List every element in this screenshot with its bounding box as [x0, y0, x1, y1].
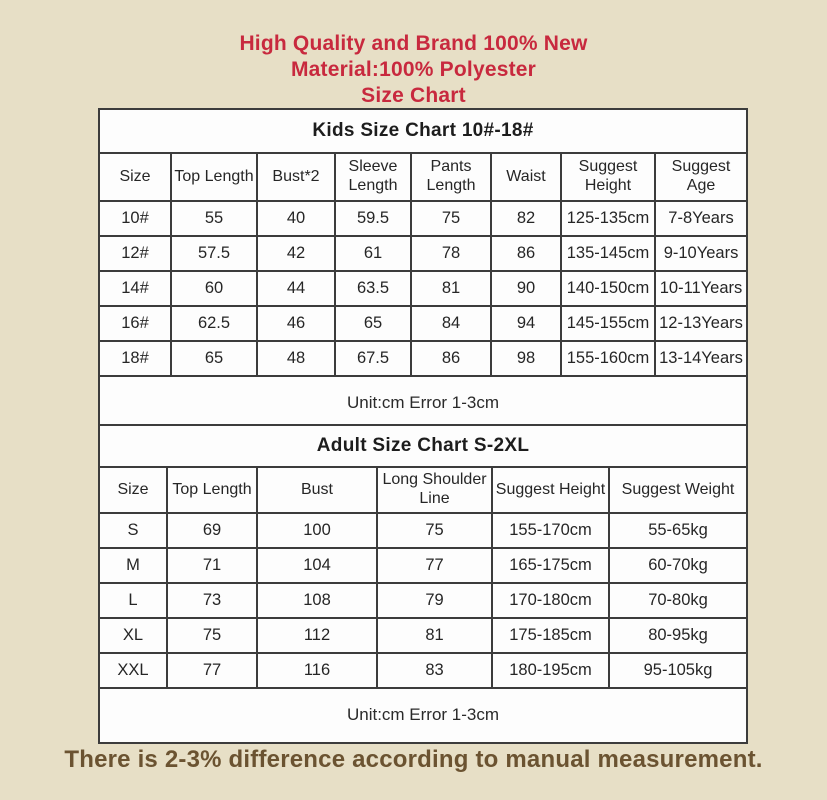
- cell-sleeve-length: 63.5: [335, 271, 411, 306]
- cell-suggest-age: 12-13Years: [655, 306, 747, 341]
- cell-waist: 86: [491, 236, 561, 271]
- kids-unit-note: Unit:cm Error 1-3cm: [99, 376, 747, 431]
- cell-pants-length: 78: [411, 236, 491, 271]
- cell-waist: 98: [491, 341, 561, 376]
- cell-pants-length: 75: [411, 201, 491, 236]
- cell-suggest-weight: 95-105kg: [609, 653, 747, 688]
- cell-suggest-height: 175-185cm: [492, 618, 609, 653]
- cell-long-shoulder-line: 77: [377, 548, 492, 583]
- column-header-suggest-height: Suggest Height: [492, 467, 609, 513]
- kids-table-header-row: [99, 153, 747, 201]
- column-header-suggest-weight: Suggest Weight: [609, 467, 747, 513]
- cell-bust: 112: [257, 618, 377, 653]
- cell-bust2: 48: [257, 341, 335, 376]
- column-header-size: Size: [99, 153, 171, 201]
- cell-suggest-height: 145-155cm: [561, 306, 655, 341]
- cell-suggest-age: 7-8Years: [655, 201, 747, 236]
- cell-size: S: [99, 513, 167, 548]
- cell-waist: 82: [491, 201, 561, 236]
- cell-bust: 108: [257, 583, 377, 618]
- column-header-long-shoulder-line: Long Shoulder Line: [377, 467, 492, 513]
- cell-suggest-height: 125-135cm: [561, 201, 655, 236]
- cell-sleeve-length: 67.5: [335, 341, 411, 376]
- cell-suggest-age: 13-14Years: [655, 341, 747, 376]
- cell-bust: 104: [257, 548, 377, 583]
- cell-suggest-weight: 70-80kg: [609, 583, 747, 618]
- cell-pants-length: 86: [411, 341, 491, 376]
- adult-table-header-row: [99, 467, 747, 513]
- adult-row-m: [99, 548, 747, 583]
- cell-top-length: 71: [167, 548, 257, 583]
- cell-suggest-height: 140-150cm: [561, 271, 655, 306]
- adult-table-title: Adult Size Chart S-2XL: [99, 425, 747, 467]
- kids-table-title-row: [99, 109, 747, 153]
- cell-suggest-height: 170-180cm: [492, 583, 609, 618]
- cell-top-length: 69: [167, 513, 257, 548]
- cell-bust2: 44: [257, 271, 335, 306]
- cell-sleeve-length: 61: [335, 236, 411, 271]
- cell-suggest-weight: 55-65kg: [609, 513, 747, 548]
- column-header-top-length: Top Length: [167, 467, 257, 513]
- kids-row-18: [99, 341, 747, 376]
- cell-sleeve-length: 59.5: [335, 201, 411, 236]
- adult-row-xxl: [99, 653, 747, 688]
- cell-long-shoulder-line: 81: [377, 618, 492, 653]
- adult-size-table: [98, 424, 748, 744]
- promo-header: [0, 31, 827, 109]
- cell-size: 18#: [99, 341, 171, 376]
- cell-bust: 100: [257, 513, 377, 548]
- promo-line-size-chart: Size Chart: [361, 84, 466, 107]
- column-header-suggest-height: Suggest Height: [561, 153, 655, 201]
- kids-row-16: [99, 306, 747, 341]
- cell-suggest-weight: 80-95kg: [609, 618, 747, 653]
- cell-bust2: 46: [257, 306, 335, 341]
- kids-table-title: Kids Size Chart 10#-18#: [99, 109, 747, 153]
- kids-row-10: [99, 201, 747, 236]
- cell-top-length: 57.5: [171, 236, 257, 271]
- column-header-waist: Waist: [491, 153, 561, 201]
- cell-suggest-weight: 60-70kg: [609, 548, 747, 583]
- cell-suggest-height: 155-170cm: [492, 513, 609, 548]
- measurement-disclaimer: There is 2-3% difference according to manual measurement.: [64, 746, 763, 773]
- cell-suggest-height: 135-145cm: [561, 236, 655, 271]
- cell-long-shoulder-line: 75: [377, 513, 492, 548]
- cell-size: 12#: [99, 236, 171, 271]
- cell-size: 16#: [99, 306, 171, 341]
- cell-long-shoulder-line: 83: [377, 653, 492, 688]
- cell-top-length: 75: [167, 618, 257, 653]
- cell-suggest-height: 155-160cm: [561, 341, 655, 376]
- column-header-bust: Bust: [257, 467, 377, 513]
- cell-long-shoulder-line: 79: [377, 583, 492, 618]
- adult-unit-note-row: [99, 688, 747, 743]
- cell-size: XL: [99, 618, 167, 653]
- cell-size: XXL: [99, 653, 167, 688]
- cell-bust2: 42: [257, 236, 335, 271]
- column-header-bust2: Bust*2: [257, 153, 335, 201]
- cell-top-length: 73: [167, 583, 257, 618]
- column-header-suggest-age: Suggest Age: [655, 153, 747, 201]
- kids-row-14: [99, 271, 747, 306]
- cell-suggest-age: 9-10Years: [655, 236, 747, 271]
- cell-bust: 116: [257, 653, 377, 688]
- adult-row-s: [99, 513, 747, 548]
- column-header-size: Size: [99, 467, 167, 513]
- adult-row-xl: [99, 618, 747, 653]
- kids-unit-note-row: [99, 376, 747, 431]
- kids-row-12: [99, 236, 747, 271]
- kids-size-table: [98, 108, 748, 432]
- cell-suggest-height: 165-175cm: [492, 548, 609, 583]
- promo-line-quality: High Quality and Brand 100% New: [239, 32, 588, 55]
- adult-row-l: [99, 583, 747, 618]
- cell-top-length: 65: [171, 341, 257, 376]
- promo-line-material: Material:100% Polyester: [290, 58, 537, 81]
- column-header-top-length: Top Length: [171, 153, 257, 201]
- cell-size: 14#: [99, 271, 171, 306]
- cell-waist: 90: [491, 271, 561, 306]
- cell-bust2: 40: [257, 201, 335, 236]
- cell-suggest-height: 180-195cm: [492, 653, 609, 688]
- cell-pants-length: 84: [411, 306, 491, 341]
- cell-top-length: 62.5: [171, 306, 257, 341]
- cell-top-length: 77: [167, 653, 257, 688]
- adult-table-title-row: [99, 425, 747, 467]
- cell-size: M: [99, 548, 167, 583]
- cell-size: 10#: [99, 201, 171, 236]
- cell-top-length: 60: [171, 271, 257, 306]
- cell-pants-length: 81: [411, 271, 491, 306]
- column-header-pants-length: Pants Length: [411, 153, 491, 201]
- column-header-sleeve-length: Sleeve Length: [335, 153, 411, 201]
- cell-sleeve-length: 65: [335, 306, 411, 341]
- cell-size: L: [99, 583, 167, 618]
- cell-top-length: 55: [171, 201, 257, 236]
- cell-suggest-age: 10-11Years: [655, 271, 747, 306]
- adult-unit-note: Unit:cm Error 1-3cm: [99, 688, 747, 743]
- cell-waist: 94: [491, 306, 561, 341]
